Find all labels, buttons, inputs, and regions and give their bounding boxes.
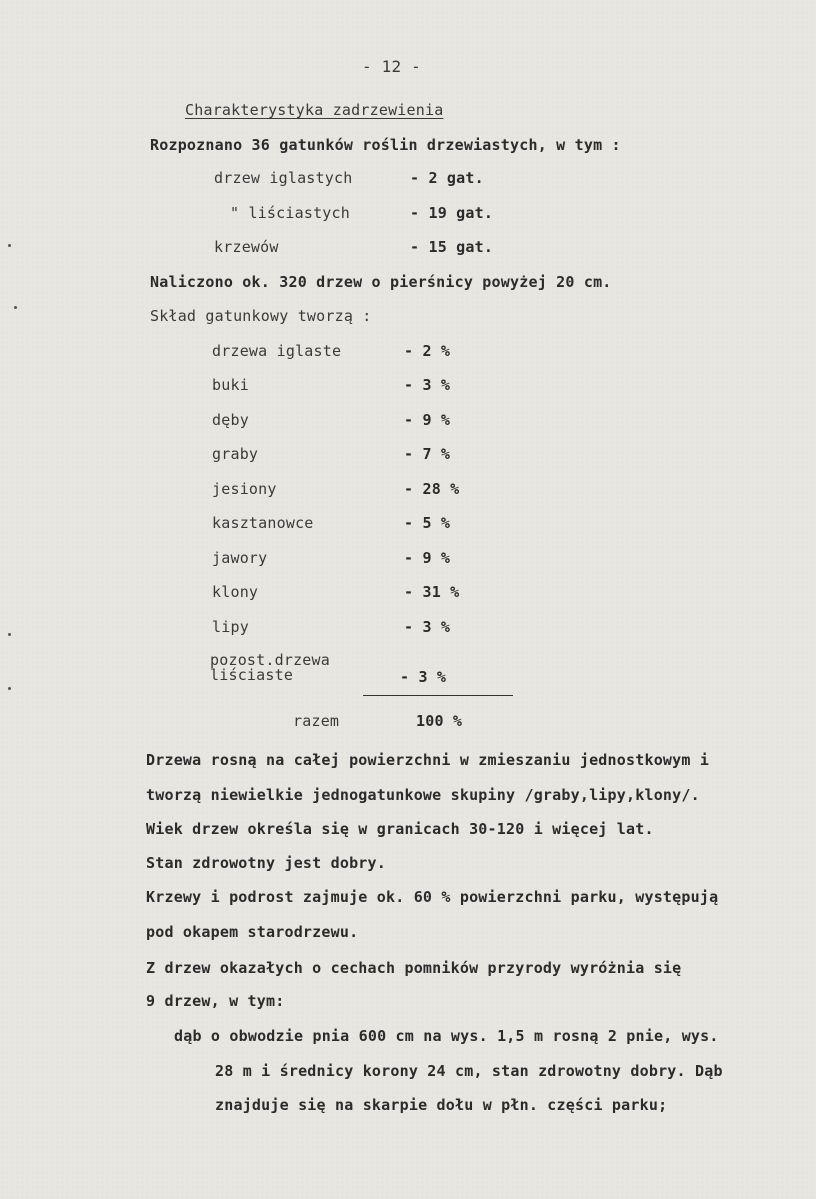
species-percent: - 2 % (404, 342, 451, 360)
oak-line: znajduje się na skarpie dołu w płn. części parku; (215, 1096, 668, 1114)
species-label: kasztanowce (212, 514, 314, 532)
species-percent: - 9 % (404, 411, 451, 429)
species-label: liściaste (210, 666, 294, 684)
species-label: jesiony (212, 480, 277, 498)
group-value: - 2 gat. (410, 169, 484, 187)
paragraph-line: Wiek drzew określa się w granicach 30-120 i więcej lat. (146, 820, 654, 838)
total-value: 100 % (416, 712, 463, 730)
group-label: " liściastych (230, 204, 350, 222)
species-percent: - 9 % (404, 549, 451, 567)
species-label: drzewa iglaste (212, 342, 342, 360)
paragraph-line: Stan zdrowotny jest dobry. (146, 854, 386, 872)
species-percent: - 31 % (404, 583, 460, 601)
group-label: drzew iglastych (214, 169, 353, 187)
paragraph-line: 9 drzew, w tym: (146, 992, 285, 1010)
species-percent: - 7 % (404, 445, 451, 463)
group-label: krzewów (214, 238, 279, 256)
composition-intro: Skład gatunkowy tworzą : (150, 307, 372, 325)
species-label: graby (212, 445, 259, 463)
species-percent: - 3 % (404, 618, 451, 636)
species-label: dęby (212, 411, 249, 429)
scan-speck (8, 633, 11, 636)
paragraph-line: Krzewy i podrost zajmuje ok. 60 % powierzchni parku, występują (146, 888, 719, 906)
group-value: - 19 gat. (410, 204, 494, 222)
species-label: lipy (212, 618, 249, 636)
scan-speck (8, 244, 11, 247)
scan-speck (14, 306, 17, 309)
oak-line: 28 m i średnicy korony 24 cm, stan zdrowotny dobry. Dąb (215, 1062, 723, 1080)
paragraph-line: Z drzew okazałych o cechach pomników przyrody wyróżnia się (146, 959, 682, 977)
total-label: razem (293, 712, 340, 730)
species-percent: - 28 % (404, 480, 460, 498)
species-label: jawory (212, 549, 268, 567)
count-line: Naliczono ok. 320 drzew o pierśnicy powyżej 20 cm. (150, 273, 612, 291)
species-label: buki (212, 376, 249, 394)
species-percent: - 5 % (404, 514, 451, 532)
paragraph-line: Drzewa rosną na całej powierzchni w zmieszaniu jednostkowym i (146, 751, 710, 769)
total-rule (363, 695, 513, 696)
species-percent: - 3 % (404, 376, 451, 394)
species-label: klony (212, 583, 259, 601)
oak-line: dąb o obwodzie pnia 600 cm na wys. 1,5 m rosną 2 pnie, wys. (174, 1027, 719, 1045)
paragraph-line: pod okapem starodrzewu. (146, 923, 359, 941)
species-label: pozost.drzewa (210, 651, 330, 669)
species-percent: - 3 % (400, 668, 447, 686)
group-value: - 15 gat. (410, 238, 494, 256)
intro-line: Rozpoznano 36 gatunków roślin drzewiastych, w tym : (150, 136, 621, 154)
page-number: - 12 - (362, 57, 421, 76)
section-heading: Charakterystyka zadrzewienia (185, 101, 444, 119)
scan-speck (8, 687, 11, 690)
paragraph-line: tworzą niewielkie jednogatunkowe skupiny /graby,lipy,klony/. (146, 786, 700, 804)
